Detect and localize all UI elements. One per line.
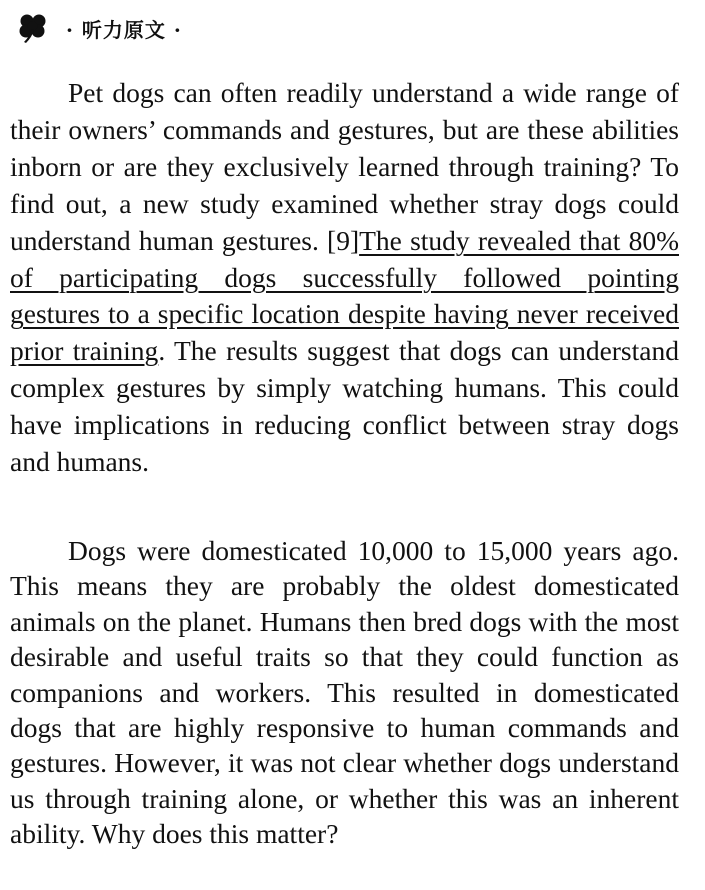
- paragraph-2: [10, 533, 679, 852]
- clover-icon: [16, 11, 50, 45]
- underlined-answer-sentence: The study revealed that 80% of participating dogs successfully followed pointing gestures to a specific location despite having never received prior training: [10, 224, 679, 367]
- paragraph-1: [10, 75, 679, 481]
- paragraph-2-text: Dogs were domesticated 10,000 to 15,000 years ago. This means they are probably the oldest domesticated animals on the planet. Humans then bred dogs with the most desirable and useful traits so that they could function as companions and workers. This resulted in domesticated dogs that are highly responsive to human commands and gestures. However, it was not clear whether dogs understand us through training alone, or whether this was an inherent ability. Why does this matter?: [10, 535, 679, 850]
- paragraph-1-text: Pet dogs can often readily understand a wide range of their owners’ commands and gestures, but are these abilities inborn or are they exclusively learned through training? To find out, a new study examined whether stray dogs could understand human gestures. [9]: [10, 77, 679, 256]
- section-title: · 听力原文 ·: [66, 17, 182, 42]
- paragraph-1-continuation: . The results suggest that dogs can understand complex gestures by simply watching humans. This could have implications in reducing conflict between stray dogs and humans.: [10, 335, 679, 478]
- section-header: [16, 8, 182, 48]
